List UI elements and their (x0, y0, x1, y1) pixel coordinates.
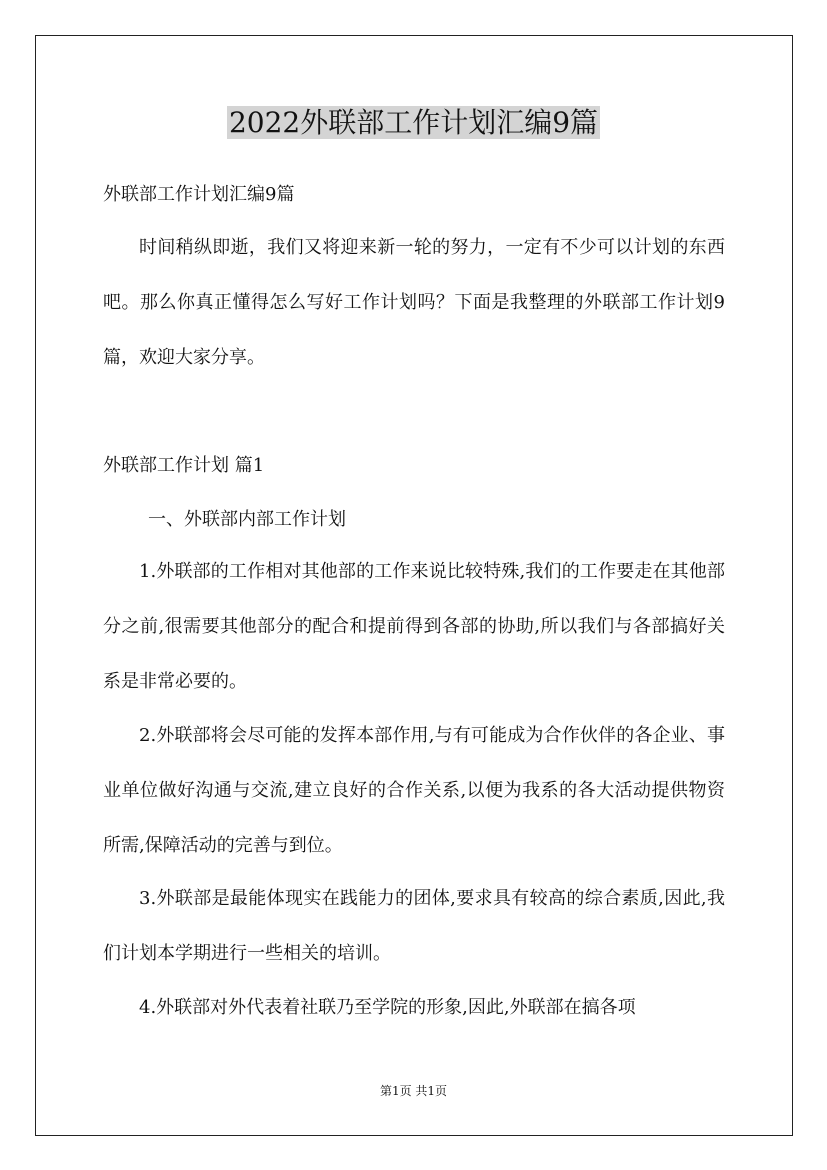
section-heading: 外联部工作计划 篇1 (103, 455, 265, 476)
subsection-heading: 一、外联部内部工作计划 (148, 509, 346, 530)
document-title (0, 103, 827, 143)
list-item: 2.外联部将会尽可能的发挥本部作用,与有可能成为合作伙伴的各企业、事业单位做好沟通与交流,建立良好的合作关系,以便为我系的各大活动提供物资所需,保障活动的完善与到位。 (103, 725, 725, 856)
list-item: 3.外联部是最能体现实在践能力的团体,要求具有较高的综合素质,因此,我们计划本学期进行一些相关的培训。 (103, 888, 725, 964)
document-subtitle: 外联部工作计划汇编9篇 (103, 184, 295, 205)
page-footer: 第1页 共1页 (379, 1084, 448, 1098)
document-title-text: 2022外联部工作计划汇编9篇 (228, 106, 599, 139)
intro-paragraph: 时间稍纵即逝，我们又将迎来新一轮的努力，一定有不少可以计划的东西吧。那么你真正懂得怎么写好工作计划吗？下面是我整理的外联部工作计划9篇，欢迎大家分享。 (103, 237, 725, 368)
list-item: 1.外联部的工作相对其他部的工作来说比较特殊,我们的工作要走在其他部分之前,很需要其他部分的配合和提前得到各部的协助,所以我们与各部搞好关系是非常必要的。 (103, 561, 725, 692)
list-item: 4.外联部对外代表着社联乃至学院的形象,因此,外联部在搞各项 (139, 997, 636, 1018)
